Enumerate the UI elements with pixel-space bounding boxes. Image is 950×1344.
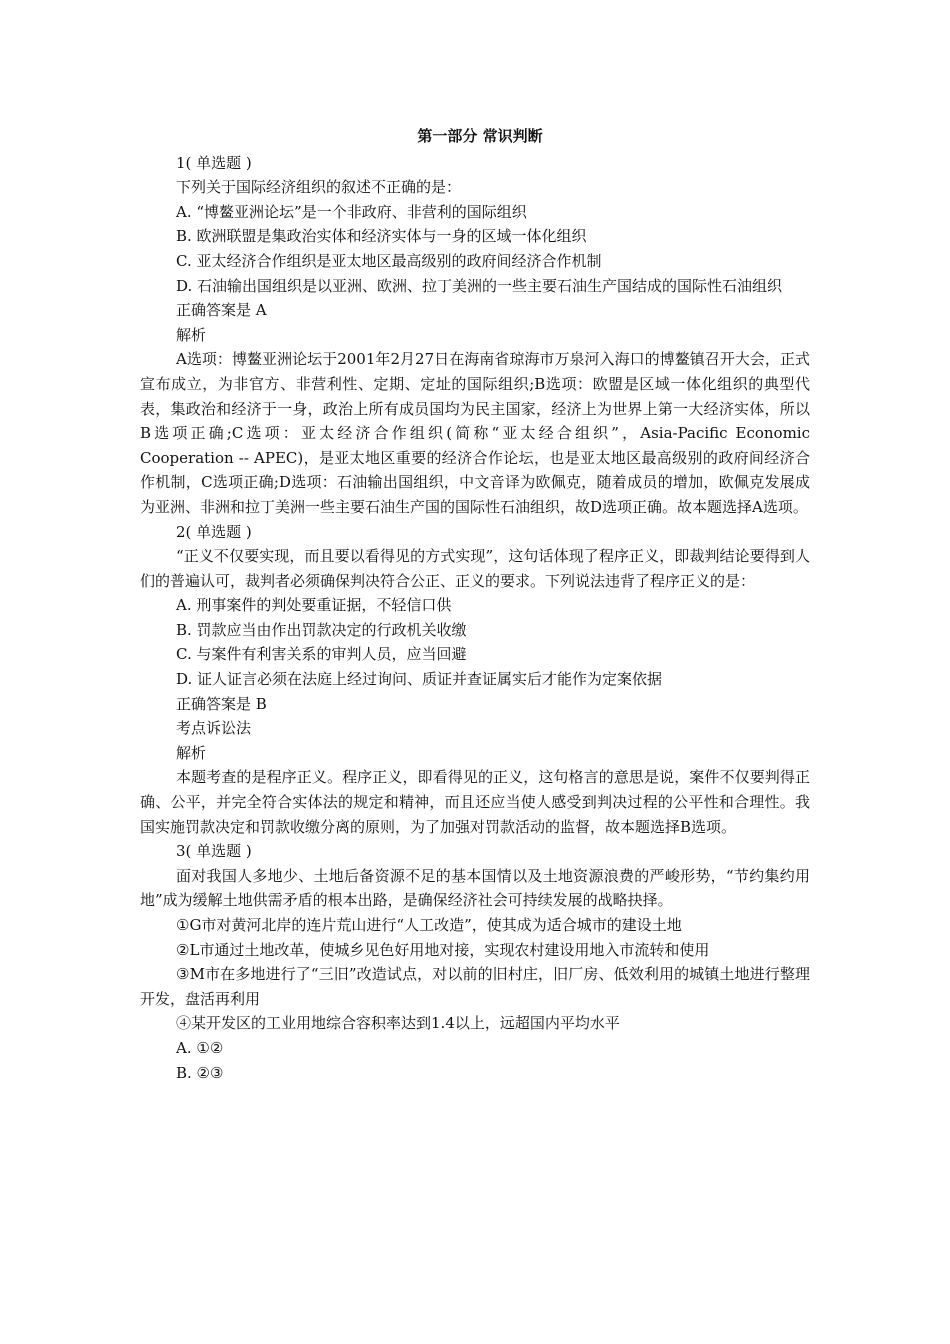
question-1-stem: 下列关于国际经济组织的叙述不正确的是： [176, 178, 462, 197]
question-3-statement-1: ①G市对黄河北岸的连片荒山进行“人工改造”，使其成为适合城市的建设土地 [176, 916, 682, 934]
question-2-stem: “正义不仅要实现，而且要以看得见的方式实现”，这句话体现了程序正义，即裁判结论要得到人们的普遍认可，裁判者必须确保判决符合公正、正义的要求。下列说法违背了程序正义的是： [140, 547, 810, 590]
question-3-header: 3( 单选题 ) [176, 842, 252, 861]
section-title: 第一部分 常识判断 [417, 127, 543, 145]
question-1-analysis: A选项：博鳌亚洲论坛于2001年2月27日在海南省琼海市万泉河入海口的博鳌镇召开大会，正式宣布成立，为非官方、非营利性、定期、定址的国际组织;B选项：欧盟是区域一体化组织的典型代表，集政治和经济于一身，政治上所有成员国均为民主国家，经济上为世界上第一大经济实体，所以B选项正确;C选项：亚太经济合作组织(简称“亚太经合组织”，Asia-Pacific Economic Cooperation -- APEC)，是亚太地区重要的经济合作论坛，也是亚太地区最高级别的政府间经济合作机制，C选项正确;D选项：石油输出国组织，中文音译为欧佩克，随着成员的增加，欧佩克发展成为亚洲、非洲和拉丁美洲一些主要石油生产国的国际性石油组织，故D选项正确。故本题选择A选项。 [140, 350, 810, 516]
question-3-statement-2: ②L市通过土地改革，使城乡见色好用地对接，实现农村建设用地入市流转和使用 [176, 940, 710, 959]
question-2-option-b: B. 罚款应当由作出罚款决定的行政机关收缴 [176, 620, 467, 639]
question-2-analysis: 本题考查的是程序正义。程序正义，即看得见的正义，这句格言的意思是说，案件不仅要判得正确、公平，并完全符合实体法的规定和精神，而且还应当使人感受到判决过程的公平性和合理性。我国实施罚款决定和罚款收缴分离的原则，为了加强对罚款活动的监督，故本题选择B选项。 [140, 768, 810, 836]
question-3-stem: 面对我国人多地少、土地后备资源不足的基本国情以及土地资源浪费的严峻形势，“节约集约用地”成为缓解土地供需矛盾的根本出路，是确保经济社会可持续发展的战略抉择。 [140, 866, 810, 910]
question-2-topic: 考点诉讼法 [176, 719, 252, 738]
question-2-option-c: C. 与案件有利害关系的审判人员，应当回避 [176, 645, 467, 664]
question-3-statement-4: ④某开发区的工业用地综合容积率达到1.4以上，远超国内平均水平 [176, 1014, 620, 1033]
question-3-option-b: B. ②③ [176, 1063, 224, 1082]
question-1-option-d: D. 石油输出国组织是以亚洲、欧洲、拉丁美洲的一些主要石油生产国结成的国际性石油组织 [176, 276, 783, 295]
question-2-header: 2( 单选题 ) [176, 522, 252, 541]
question-3-option-a: A. ①② [176, 1038, 224, 1057]
document-body [140, 124, 810, 1085]
question-3-statement-3: ③M市在多地进行了“三旧”改造试点，对以前的旧村庄，旧厂房、低效利用的城镇土地进行整理开发，盘活再利用 [140, 965, 810, 1008]
question-2-option-d: D. 证人证言必须在法庭上经过询问、质证并查证属实后才能作为定案依据 [176, 670, 663, 689]
question-2-answer: 正确答案是 B [176, 694, 267, 713]
question-2-option-a: A. 刑事案件的判处要重证据，不轻信口供 [176, 596, 452, 615]
question-1-option-c: C. 亚太经济合作组织是亚太地区最高级别的政府间经济合作机制 [176, 251, 602, 270]
question-1-header: 1( 单选题 ) [176, 153, 252, 172]
question-2-analysis-label: 解析 [176, 743, 207, 762]
question-1-analysis-label: 解析 [176, 325, 207, 344]
question-1-answer: 正确答案是 A [176, 301, 267, 320]
question-1-option-a: A. “博鳌亚洲论坛”是一个非政府、非营利的国际组织 [176, 202, 527, 221]
question-1-option-b: B. 欧洲联盟是集政治实体和经济实体与一身的区域一体化组织 [176, 227, 587, 246]
